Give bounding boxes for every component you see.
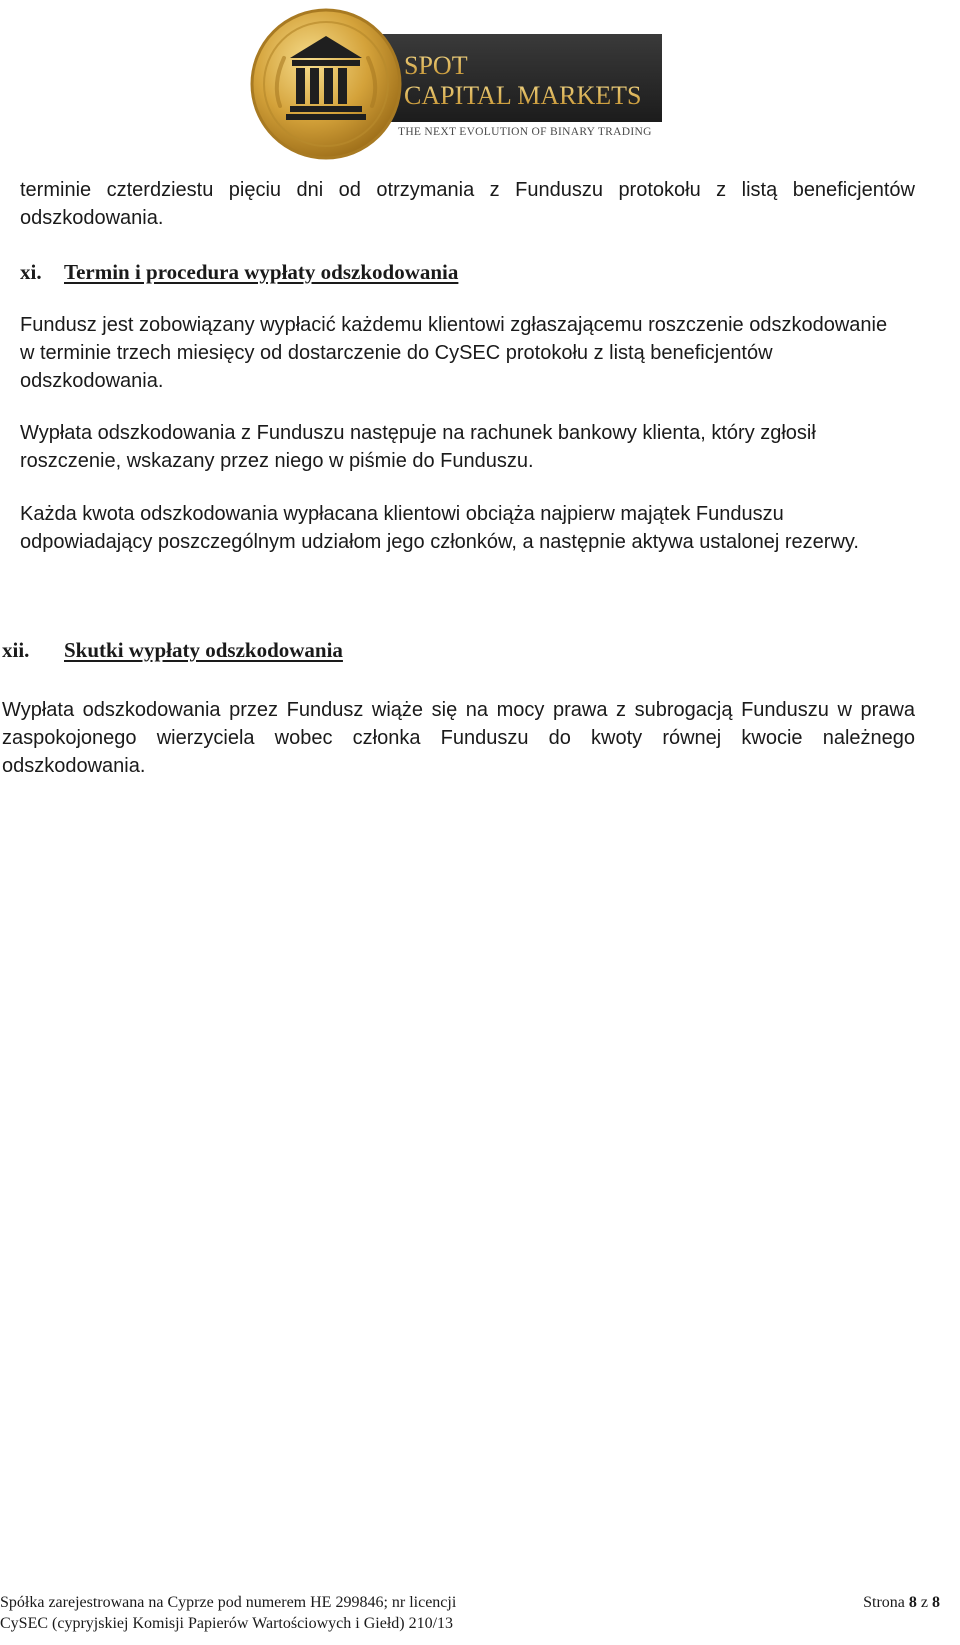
page-prefix: Strona xyxy=(863,1594,905,1611)
section-xii-heading xyxy=(2,636,902,664)
footer-registration xyxy=(0,1592,520,1634)
page-number xyxy=(820,1592,940,1613)
intro-paragraph: terminie czterdziestu pięciu dni od otrzymania z Funduszu protokołu z listą beneficjentów odszkodowania. xyxy=(20,179,915,229)
section-xii-number: xii. xyxy=(2,638,30,662)
section-xi-paragraph-3: Każda kwota odszkodowania wypłacana klientowi obciąża najpierw majątek Funduszu odpowiadający poszczególnym udziałom jego członków, a następnie aktywa ustalonej rezerwy. xyxy=(20,503,859,553)
brand-tagline: THE NEXT EVOLUTION OF BINARY TRADING xyxy=(398,126,652,138)
page-total: 8 xyxy=(932,1594,940,1611)
section-xi-paragraph-1: Fundusz jest zobowiązany wypłacić każdemu klientowi zgłaszającemu roszczenie odszkodowanie w terminie trzech miesięcy od dostarczenie do CySEC protokołu z listą beneficjentów odszkodowania. xyxy=(20,314,888,392)
page-separator: z xyxy=(920,1594,928,1611)
brand-line1: SPOT xyxy=(404,51,468,80)
section-xi-heading xyxy=(20,258,920,286)
section-xii-title: Skutki wypłaty odszkodowania xyxy=(64,638,343,662)
section-xi-number: xi. xyxy=(20,260,42,284)
section-xi-paragraph-2: Wypłata odszkodowania z Funduszu następuje na rachunek bankowy klienta, który zgłosił roszczenie, wskazany przez niego w piśmie do Funduszu. xyxy=(20,422,816,472)
brand-line2: CAPITAL MARKETS xyxy=(404,81,642,110)
company-logo xyxy=(250,6,700,162)
footer-line-1: Spółka zarejestrowana na Cyprze pod numerem HE 299846; nr licencji xyxy=(0,1594,457,1611)
section-xi-title: Termin i procedura wypłaty odszkodowania xyxy=(64,260,459,284)
footer-line-2: CySEC (cypryjskiej Komisji Papierów Wartościowych i Giełd) 210/13 xyxy=(0,1615,454,1632)
page-current: 8 xyxy=(908,1594,917,1611)
section-xii-paragraph-1: Wypłata odszkodowania przez Fundusz wiąże się na mocy prawa z subrogacją Funduszu w prawa zaspokojonego wierzyciela wobec członka Funduszu do kwoty równej kwocie należnego odszkodowania. xyxy=(2,699,915,777)
temple-coin-icon xyxy=(252,10,400,158)
